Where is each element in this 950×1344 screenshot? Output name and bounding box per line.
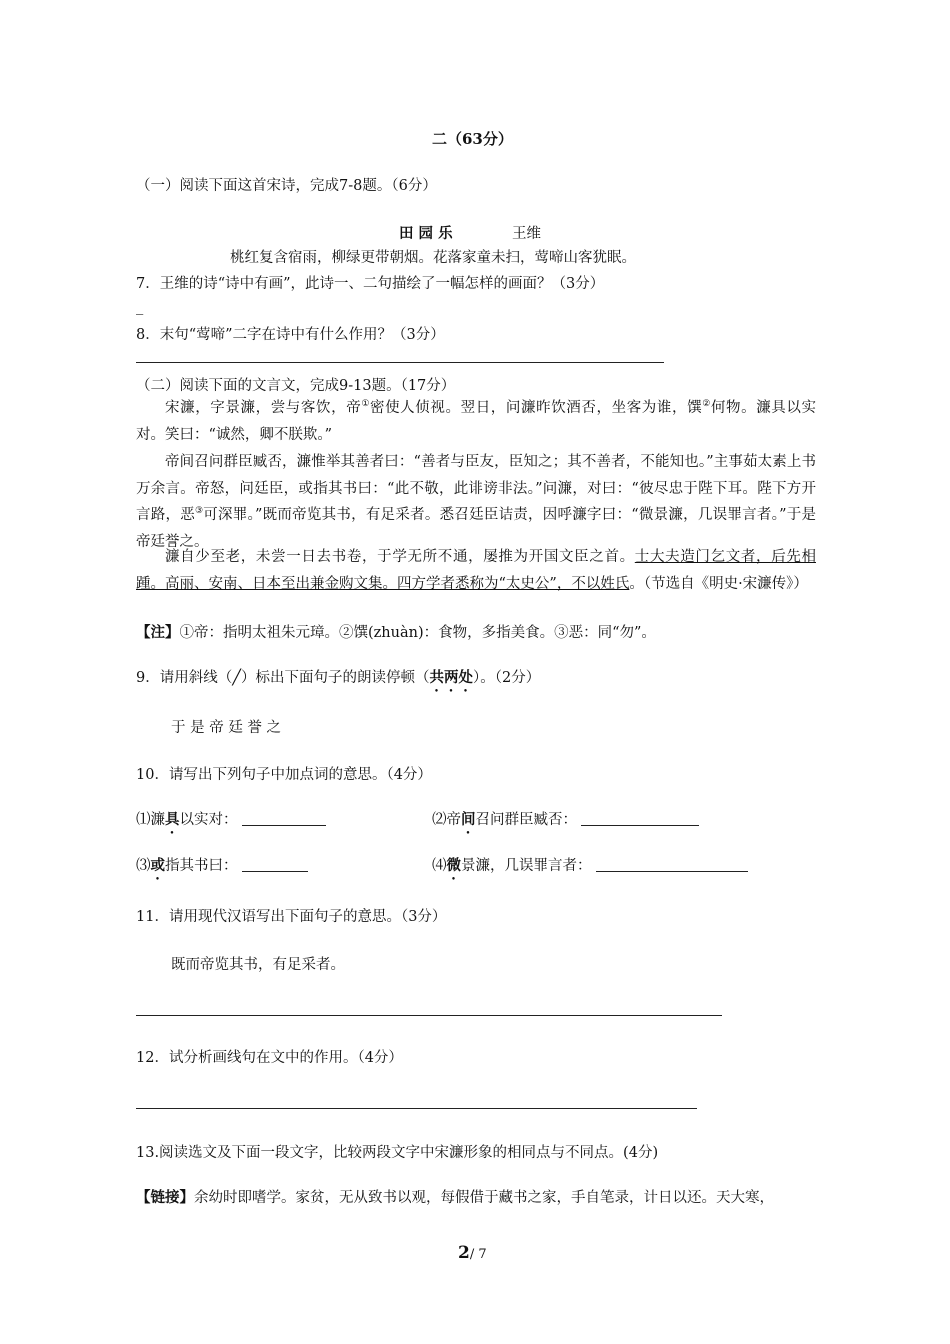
answer-line-8[interactable]	[136, 362, 664, 363]
question-7-answer-mark: _	[136, 299, 144, 315]
question-12: 12．试分析画线句在文中的作用。（4分）	[136, 1050, 403, 1066]
question-10-item-4: ⑷微景濂，几误罪言者：	[432, 854, 748, 883]
question-9-sentence: 于 是 帝 廷 誉 之	[171, 720, 282, 736]
question-10: 10．请写出下列句子中加点词的意思。（4分）	[136, 767, 432, 783]
answer-blank-10-1[interactable]	[242, 811, 326, 826]
question-10-item-2: ⑵帝间召问群臣臧否：	[432, 808, 699, 837]
answer-blank-10-4[interactable]	[596, 857, 748, 872]
section-title: 二（63分）	[432, 130, 513, 148]
question-10-item-1: ⑴濂具以实对：	[136, 808, 326, 837]
question-11-sentence: 既而帝览其书，有足采者。	[171, 957, 345, 973]
question-13: 13.阅读选文及下面一段文字，比较两段文字中宋濂形象的相同点与不同点。(4分)	[136, 1145, 659, 1161]
question-9: 9．请用斜线（╱）标出下面句子的朗读停顿（共两处）。（2分）	[136, 669, 541, 686]
answer-line-12[interactable]	[136, 1108, 697, 1109]
part2-heading: （二）阅读下面的文言文，完成9-13题。（17分）	[136, 378, 456, 394]
poem-author: 王维	[512, 226, 541, 242]
underlined-sentence: 士大夫造门乞文者，后先相踵。高丽、安南、日本至出兼金购文集。四方学者悉称为“太史公”，不以姓氏	[136, 549, 816, 592]
passage-paragraph-3: 濂自少至老，未尝一日去书卷，于学无所不通，屡推为开国文臣之首。士大夫造门乞文者，后先相踵。高丽、安南、日本至出兼金购文集。四方学者悉称为“太史公”，不以姓氏。（节选自《明史·宋濂传》）	[136, 549, 816, 592]
question-10-item-3: ⑶或指其书曰：	[136, 854, 308, 883]
page-number: 2/ 7	[458, 1243, 487, 1263]
passage-paragraph-1: 宋濂，字景濂，尝与客饮，帝①密使人侦视。翌日，问濂昨饮酒否，坐客为谁，馔②何物。濂具以实对。笑曰：“诚然，卿不朕欺。”	[136, 399, 816, 443]
annotation-notes: 【注】①帝：指明太祖朱元璋。②馔(zhuàn)：食物，多指美食。③恶：同“勿”。	[136, 624, 656, 641]
passage-paragraph-2: 帝间召问群臣臧否，濂惟举其善者曰：“善者与臣友，臣知之；其不善者，不能知也。”主事茹太素上书万余言。帝怒，问廷臣，或指其书曰：“此不敬，此诽谤非法。”问濂，对曰：“彼尽忠于陛下耳。陛下方开言路，恶③可深罪。”既而帝览其书，有足采者。悉召廷臣诘责，因呼濂字曰：“微景濂，几误罪言者。”于是帝廷誉之。	[136, 454, 816, 550]
question-7: 7．王维的诗“诗中有画”，此诗一、二句描绘了一幅怎样的画面？（3分）	[136, 276, 605, 292]
question-11: 11．请用现代汉语写出下面句子的意思。（3分）	[136, 909, 447, 925]
part1-heading: （一）阅读下面这首宋诗，完成7-8题。（6分）	[136, 178, 437, 194]
question-8: 8．末句“莺啼”二字在诗中有什么作用？（3分）	[136, 327, 445, 343]
link-passage: 【链接】余幼时即嗜学。家贫，无从致书以观，每假借于藏书之家，手自笔录，计日以还。天大寒，	[136, 1189, 774, 1206]
answer-line-11[interactable]	[136, 1015, 722, 1016]
answer-blank-10-2[interactable]	[581, 811, 699, 826]
poem-text: 桃红复含宿雨，柳绿更带朝烟。花落家童未扫，莺啼山客犹眠。	[230, 250, 636, 266]
answer-blank-10-3[interactable]	[242, 857, 308, 872]
poem-title: 田 园 乐	[399, 225, 453, 242]
